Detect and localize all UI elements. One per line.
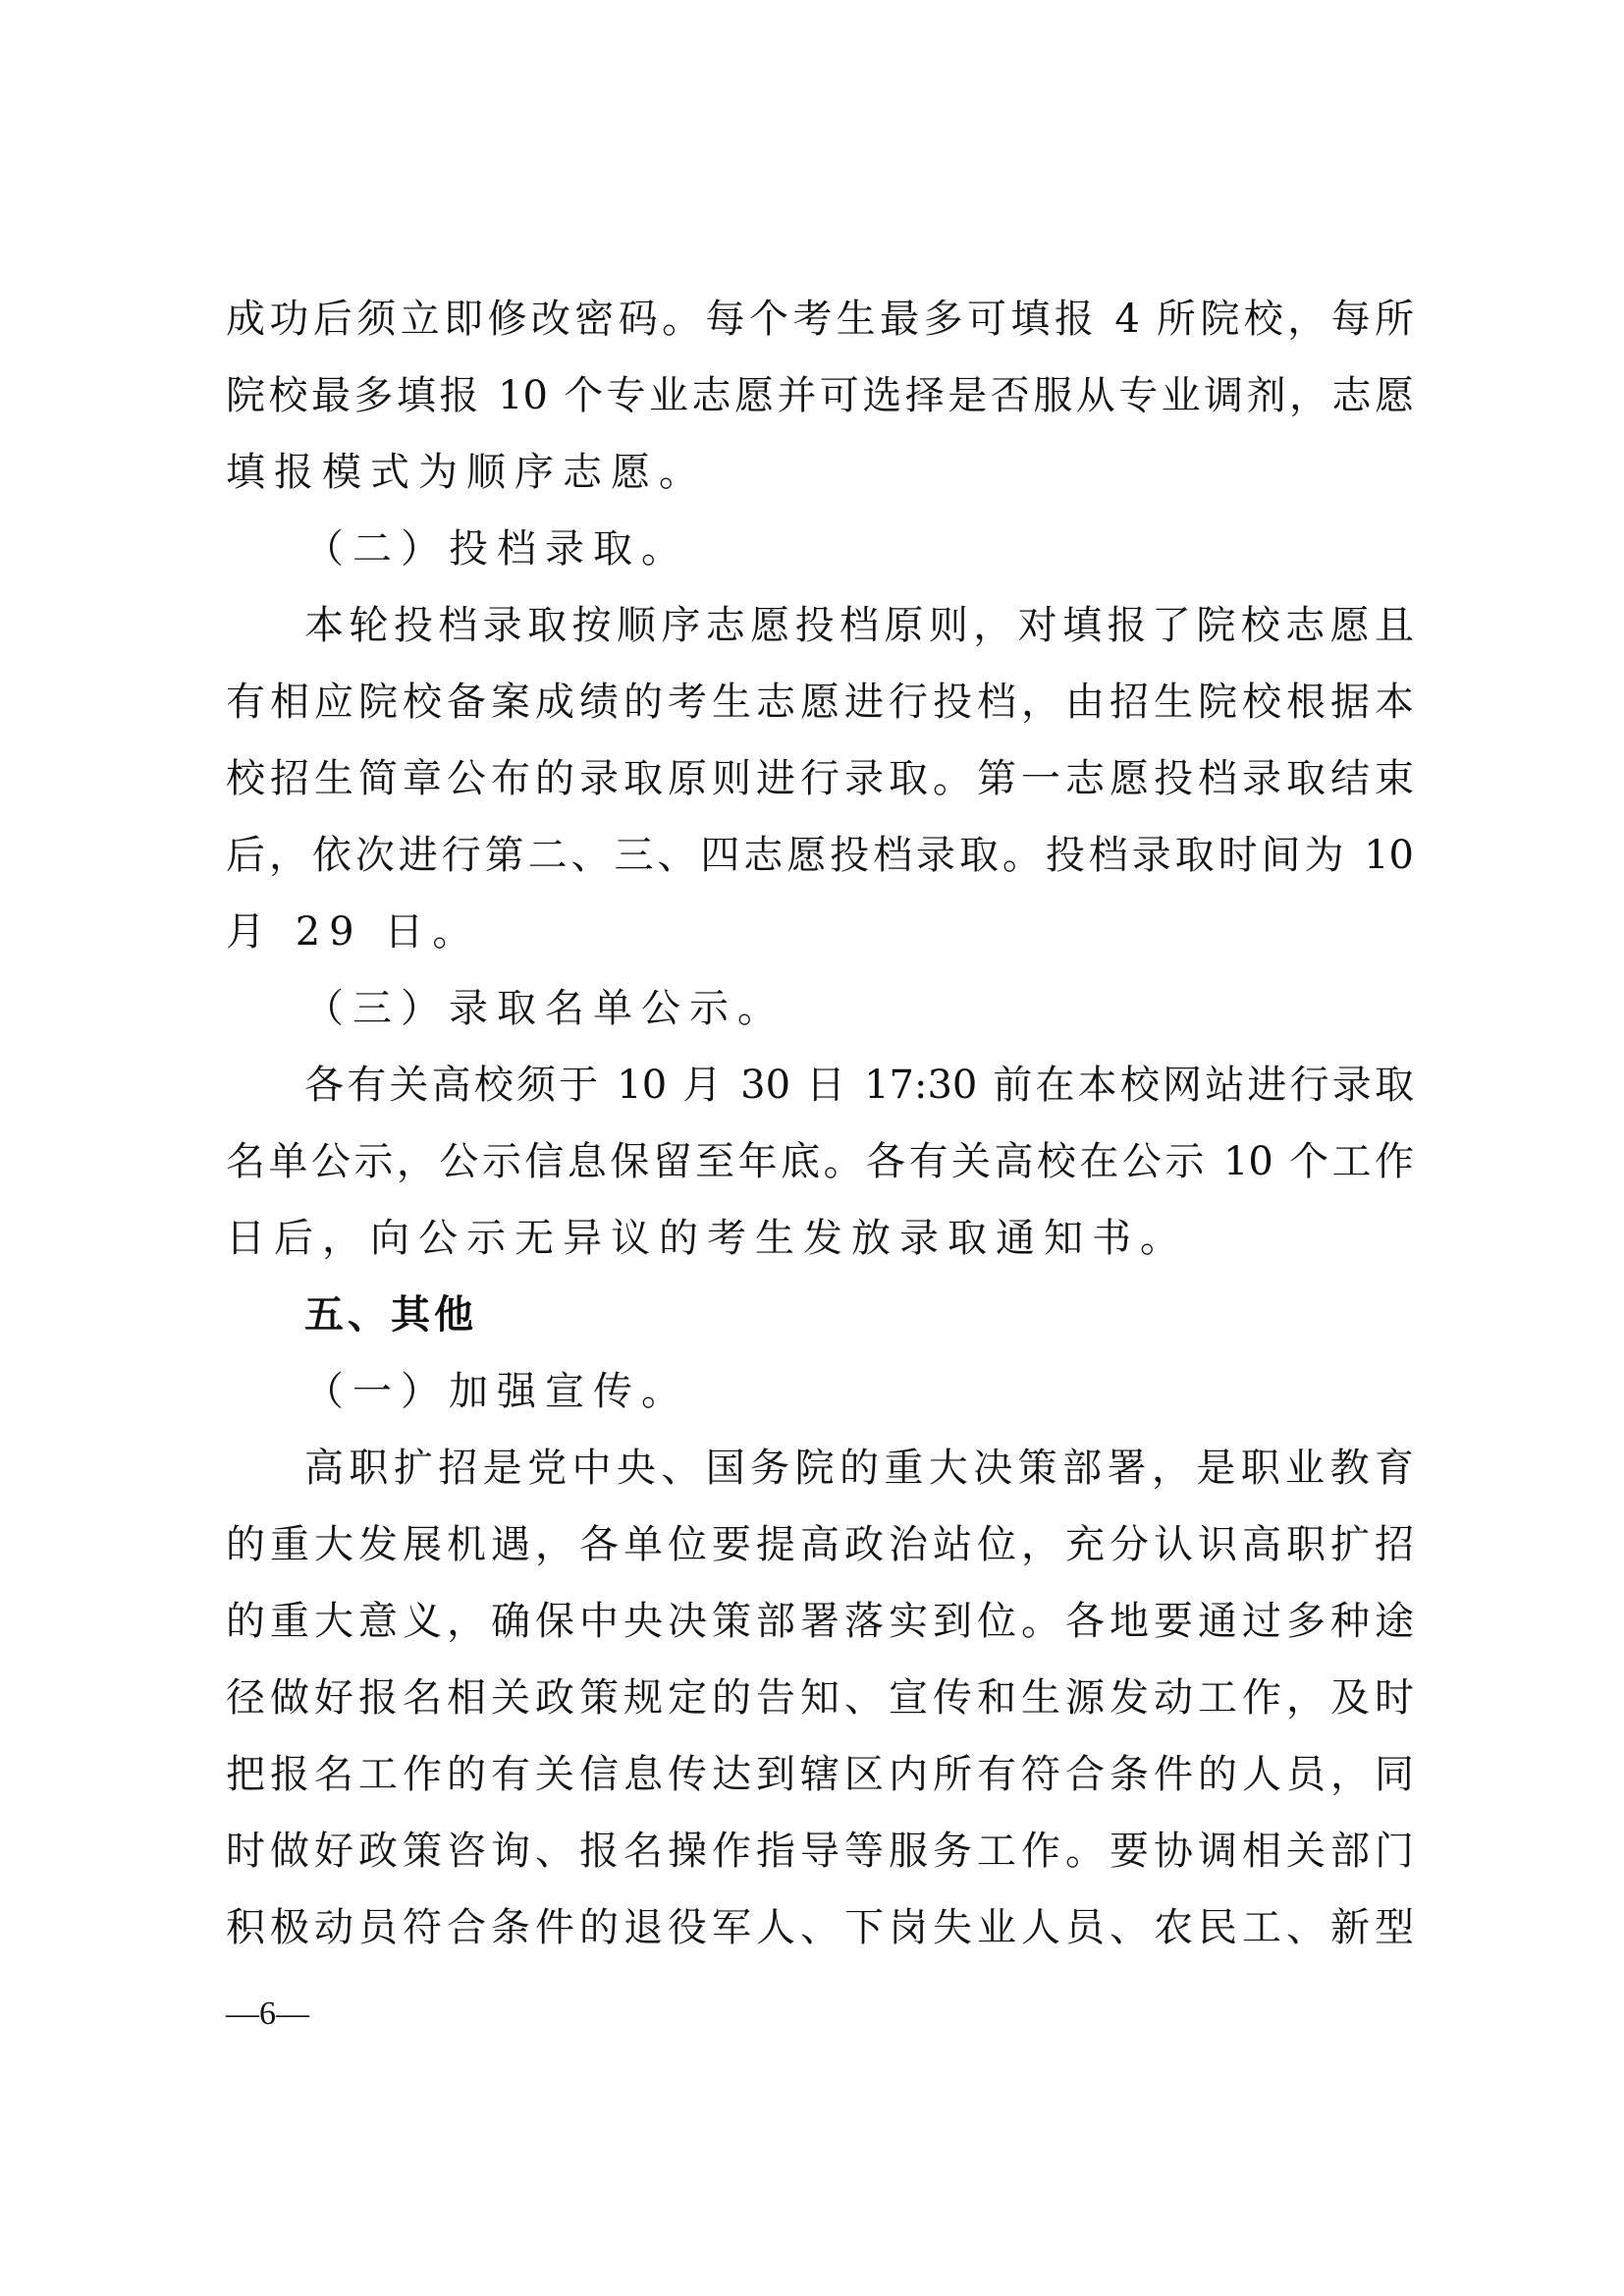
subsection-heading: （三）录取名单公示。 — [304, 986, 785, 1031]
section-heading: 五、其他 — [304, 1292, 477, 1338]
body-text-line: 的重大意义，确保中央决策部署落实到位。各地要通过多种途 — [226, 1599, 1414, 1644]
body-text-line: 校招生简章公布的录取原则进行录取。第一志愿投档录取结束 — [226, 756, 1414, 801]
page-number: —6— — [226, 1995, 309, 2032]
body-text-line: 本轮投档录取按顺序志愿投档原则，对填报了院校志愿且 — [304, 603, 1414, 648]
body-text-line: 的重大发展机遇，各单位要提高政治站位，充分认识高职扩招 — [226, 1522, 1414, 1567]
body-text-line: 有相应院校备案成绩的考生志愿进行投档，由招生院校根据本 — [226, 680, 1414, 725]
body-text-line: 日后，向公示无异议的考生发放录取通知书。 — [226, 1216, 1188, 1261]
body-text-line: 高职扩招是党中央、国务院的重大决策部署，是职业教育 — [304, 1446, 1414, 1491]
body-text-line: 名单公示，公示信息保留至年底。各有关高校在公示 10 个工作 — [226, 1139, 1414, 1184]
body-text-line: 成功后须立即修改密码。每个考生最多可填报 4 所院校，每所 — [226, 297, 1414, 342]
body-text-line: 各有关高校须于 10 月 30 日 17:30 前在本校网站进行录取 — [304, 1063, 1414, 1108]
body-text-line: 后，依次进行第二、三、四志愿投档录取。投档录取时间为 10 — [226, 833, 1414, 878]
body-text-line: 月 29 日。 — [226, 909, 481, 955]
body-text-line: 时做好政策咨询、报名操作指导等服务工作。要协调相关部门 — [226, 1829, 1414, 1874]
body-text-line: 径做好报名相关政策规定的告知、宣传和生源发动工作，及时 — [226, 1675, 1414, 1721]
body-text-line: 填报模式为顺序志愿。 — [226, 450, 707, 495]
body-text-line: 院校最多填报 10 个专业志愿并可选择是否服从专业调剂，志愿 — [226, 373, 1414, 418]
body-text-line: 把报名工作的有关信息传达到辖区内所有符合条件的人员，同 — [226, 1752, 1414, 1797]
body-text-line: 积极动员符合条件的退役军人、下岗失业人员、农民工、新型 — [226, 1905, 1414, 1950]
subsection-heading: （一）加强宣传。 — [304, 1369, 689, 1414]
subsection-heading: （二）投档录取。 — [304, 526, 689, 572]
